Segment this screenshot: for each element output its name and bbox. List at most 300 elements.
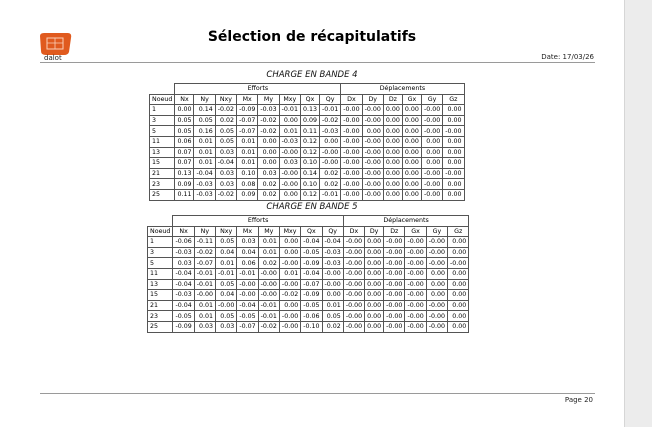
table-cell: -0.09 <box>173 321 194 332</box>
table-cell: 11 <box>148 268 173 279</box>
table-cell: -0.00 <box>343 268 364 279</box>
table-cell: 0.16 <box>194 126 215 137</box>
table-cell: -0.04 <box>215 158 236 169</box>
table-cell: 0.03 <box>215 168 236 179</box>
table-cell: 0.12 <box>300 147 319 158</box>
table-cell: -0.00 <box>405 321 426 332</box>
table-cell: 0.00 <box>279 300 300 311</box>
table-cell: 0.03 <box>237 237 258 248</box>
table-cell: 0.00 <box>365 268 384 279</box>
table-cell: -0.05 <box>301 247 322 258</box>
table-cell: -0.01 <box>279 105 300 116</box>
table-cell: 0.00 <box>279 237 300 248</box>
table-cell: -0.01 <box>237 268 258 279</box>
table-cell: -0.00 <box>279 168 300 179</box>
table-cell: -0.00 <box>258 268 279 279</box>
report-date: Date: 17/03/26 <box>541 53 594 61</box>
table-row <box>148 300 469 311</box>
column-header-my: My <box>258 226 279 237</box>
table-cell: -0.04 <box>194 168 215 179</box>
group-header-blank <box>148 216 173 227</box>
table-cell: 0.00 <box>383 147 402 158</box>
table-cell: 0.00 <box>421 136 442 147</box>
table-cell: 0.00 <box>448 247 469 258</box>
table-cell: 0.02 <box>258 179 279 190</box>
table-cell: 21 <box>150 168 175 179</box>
table-cell: -0.00 <box>405 290 426 301</box>
table-cell: -0.00 <box>362 115 383 126</box>
table-cell: 0.03 <box>216 321 237 332</box>
results-table-bande-5 <box>147 215 469 333</box>
table-cell: 0.03 <box>258 168 279 179</box>
column-header-gy: Gy <box>421 94 442 105</box>
table-cell: -0.04 <box>173 279 194 290</box>
table-cell: 23 <box>150 179 175 190</box>
table-cell: -0.03 <box>279 136 300 147</box>
table-cell: -0.00 <box>443 168 464 179</box>
table-cell: 0.04 <box>216 290 237 301</box>
table-cell: -0.00 <box>322 268 343 279</box>
table-row <box>148 321 469 332</box>
group-header-blank <box>150 84 175 95</box>
table-cell: -0.04 <box>173 300 194 311</box>
table-cell: -0.01 <box>194 279 215 290</box>
table-row <box>148 290 469 301</box>
table-cell: 3 <box>150 115 175 126</box>
table-cell: -0.00 <box>343 247 364 258</box>
table-cell: 0.00 <box>383 189 402 200</box>
table-cell: 0.00 <box>426 279 447 290</box>
table-cell: 0.02 <box>319 168 340 179</box>
table-cell: -0.07 <box>237 115 258 126</box>
table-cell: 0.05 <box>216 237 237 248</box>
table-cell: -0.00 <box>384 258 405 269</box>
table-cell: 0.00 <box>402 126 421 137</box>
table-cell: -0.00 <box>405 311 426 322</box>
table-cell: 0.01 <box>216 258 237 269</box>
table-cell: 3 <box>148 247 173 258</box>
table-cell: 0.00 <box>443 136 464 147</box>
table-cell: 0.00 <box>365 311 384 322</box>
table-cell: -0.00 <box>322 279 343 290</box>
table-cell: 0.00 <box>319 136 340 147</box>
table-cell: 0.14 <box>194 105 215 116</box>
table-cell: 21 <box>148 300 173 311</box>
table-cell: -0.00 <box>405 279 426 290</box>
table-row <box>148 311 469 322</box>
table-cell: 0.10 <box>300 179 319 190</box>
table-cell: 0.01 <box>237 158 258 169</box>
table-cell: -0.03 <box>258 105 279 116</box>
table-cell: 0.00 <box>258 158 279 169</box>
table-row <box>148 268 469 279</box>
table-cell: -0.00 <box>405 300 426 311</box>
table-cell: -0.02 <box>258 321 279 332</box>
table-cell: -0.00 <box>319 147 340 158</box>
table-row <box>150 189 465 200</box>
table-row <box>150 179 465 190</box>
group-header-row <box>150 84 465 95</box>
table-cell: -0.00 <box>384 311 405 322</box>
table-cell: 0.01 <box>279 268 300 279</box>
table-cell: 0.00 <box>443 158 464 169</box>
table-cell: -0.00 <box>405 258 426 269</box>
table-cell: 0.00 <box>448 321 469 332</box>
table-cell: -0.00 <box>426 237 447 248</box>
table-cell: 0.00 <box>279 247 300 258</box>
column-header-row <box>148 226 469 237</box>
table-cell: -0.03 <box>319 126 340 137</box>
table-cell: -0.00 <box>384 247 405 258</box>
table-cell: 0.02 <box>258 189 279 200</box>
table-cell: 0.05 <box>175 115 194 126</box>
table-cell: -0.00 <box>319 158 340 169</box>
table-cell: -0.01 <box>216 268 237 279</box>
table-cell: 0.00 <box>383 136 402 147</box>
table-cell: 0.03 <box>173 258 194 269</box>
table-cell: 0.00 <box>365 247 384 258</box>
column-header-qx: Qx <box>301 226 322 237</box>
table-cell: 1 <box>148 237 173 248</box>
table-cell: -0.00 <box>421 168 442 179</box>
table-row <box>148 247 469 258</box>
table-cell: -0.04 <box>237 300 258 311</box>
table-cell: 0.01 <box>194 311 215 322</box>
table-cell: -0.04 <box>301 237 322 248</box>
table-cell: -0.06 <box>173 237 194 248</box>
column-header-dy: Dy <box>365 226 384 237</box>
column-header-mx: Mx <box>237 226 258 237</box>
table-cell: -0.00 <box>279 321 300 332</box>
company-name: dalot <box>44 54 62 62</box>
table-cell: 13 <box>150 147 175 158</box>
table-cell: -0.05 <box>173 311 194 322</box>
results-table-bande-4 <box>149 83 465 201</box>
column-header-gx: Gx <box>402 94 421 105</box>
section-title-bande-5: CHARGE EN BANDE 5 <box>266 202 358 212</box>
table-cell: 0.01 <box>194 136 215 147</box>
table-cell: -0.00 <box>448 258 469 269</box>
table-cell: 0.12 <box>300 136 319 147</box>
table-cell: 0.00 <box>362 126 383 137</box>
table-cell: -0.03 <box>322 258 343 269</box>
table-cell: -0.00 <box>341 147 362 158</box>
table-cell: 0.00 <box>365 300 384 311</box>
table-cell: 0.02 <box>322 321 343 332</box>
table-cell: -0.00 <box>421 126 442 137</box>
table-cell: -0.00 <box>343 258 364 269</box>
table-cell: 0.00 <box>421 158 442 169</box>
table-cell: -0.04 <box>301 268 322 279</box>
table-row <box>150 136 465 147</box>
group-header-row <box>148 216 469 227</box>
table-cell: 0.08 <box>237 179 258 190</box>
table-cell: -0.00 <box>341 179 362 190</box>
table-row <box>150 105 465 116</box>
table-cell: -0.00 <box>443 126 464 137</box>
table-cell: -0.09 <box>301 290 322 301</box>
table-cell: 0.05 <box>215 136 236 147</box>
table-cell: 0.12 <box>300 189 319 200</box>
column-header-qy: Qy <box>322 226 343 237</box>
table-cell: 15 <box>148 290 173 301</box>
table-cell: -0.02 <box>279 290 300 301</box>
table-cell: -0.01 <box>319 189 340 200</box>
table-cell: -0.07 <box>301 279 322 290</box>
page-number: Page 20 <box>564 396 593 404</box>
table-cell: 0.00 <box>448 311 469 322</box>
table-cell: -0.00 <box>421 179 442 190</box>
column-header-dx: Dx <box>341 94 362 105</box>
table-cell: 0.04 <box>216 247 237 258</box>
table-cell: -0.09 <box>301 258 322 269</box>
table-cell: 0.01 <box>322 300 343 311</box>
table-cell: 0.02 <box>319 179 340 190</box>
group-header-efforts: Efforts <box>173 216 343 227</box>
table-cell: 0.00 <box>383 126 402 137</box>
column-header-nxy: Nxy <box>215 94 236 105</box>
table-row <box>150 147 465 158</box>
table-cell: 5 <box>150 126 175 137</box>
table-cell: -0.00 <box>362 105 383 116</box>
column-header-nxy: Nxy <box>216 226 237 237</box>
table-row <box>150 126 465 137</box>
table-cell: 0.09 <box>300 115 319 126</box>
table-cell: 0.05 <box>216 311 237 322</box>
table-cell: 0.10 <box>300 158 319 169</box>
table-cell: 0.06 <box>175 136 194 147</box>
viewer-scroll-area <box>624 0 652 427</box>
table-cell: -0.02 <box>215 189 236 200</box>
column-header-mx: Mx <box>237 94 258 105</box>
table-cell: 5 <box>148 258 173 269</box>
column-header-dz: Dz <box>384 226 405 237</box>
table-cell: 0.00 <box>426 268 447 279</box>
table-cell: 0.11 <box>300 126 319 137</box>
column-header-nx: Nx <box>173 226 194 237</box>
table-cell: 0.00 <box>258 147 279 158</box>
table-cell: 0.00 <box>365 279 384 290</box>
table-cell: 0.02 <box>215 115 236 126</box>
table-cell: 25 <box>148 321 173 332</box>
table-cell: -0.07 <box>194 258 215 269</box>
table-cell: -0.00 <box>343 290 364 301</box>
table-cell: 0.09 <box>237 189 258 200</box>
table-cell: -0.00 <box>279 311 300 322</box>
table-cell: -0.00 <box>384 237 405 248</box>
table-cell: 0.02 <box>258 258 279 269</box>
table-cell: -0.02 <box>258 115 279 126</box>
table-cell: 0.00 <box>402 189 421 200</box>
table-cell: 0.00 <box>383 105 402 116</box>
table-cell: 0.00 <box>383 115 402 126</box>
table-cell: 0.05 <box>175 126 194 137</box>
table-cell: -0.00 <box>362 179 383 190</box>
table-cell: -0.05 <box>237 311 258 322</box>
table-cell: -0.11 <box>194 237 215 248</box>
table-cell: -0.00 <box>426 321 447 332</box>
group-header-efforts: Efforts <box>175 84 341 95</box>
table-cell: 0.00 <box>322 290 343 301</box>
column-header-noeud: Noeud <box>148 226 173 237</box>
table-cell: 13 <box>148 279 173 290</box>
table-cell: 25 <box>150 189 175 200</box>
table-cell: 0.00 <box>365 258 384 269</box>
table-cell: 0.01 <box>194 147 215 158</box>
table-cell: -0.00 <box>362 168 383 179</box>
column-header-mxy: Mxy <box>279 94 300 105</box>
column-header-gy: Gy <box>426 226 447 237</box>
table-cell: -0.03 <box>322 247 343 258</box>
table-row <box>150 158 465 169</box>
column-header-qx: Qx <box>300 94 319 105</box>
table-cell: -0.00 <box>341 105 362 116</box>
table-cell: -0.00 <box>426 300 447 311</box>
table-cell: -0.10 <box>301 321 322 332</box>
table-cell: -0.01 <box>319 105 340 116</box>
column-header-ny: Ny <box>194 94 215 105</box>
table-cell: 0.00 <box>426 290 447 301</box>
table-cell: 0.07 <box>175 158 194 169</box>
table-cell: -0.00 <box>384 268 405 279</box>
table-cell: -0.00 <box>405 268 426 279</box>
table-cell: 0.00 <box>448 268 469 279</box>
table-cell: -0.00 <box>341 115 362 126</box>
table-cell: -0.00 <box>343 300 364 311</box>
table-cell: 0.00 <box>443 105 464 116</box>
table-cell: -0.00 <box>362 189 383 200</box>
table-cell: -0.00 <box>384 290 405 301</box>
column-header-gx: Gx <box>405 226 426 237</box>
table-cell: 0.00 <box>448 279 469 290</box>
table-cell: 0.00 <box>365 237 384 248</box>
table-cell: -0.00 <box>405 237 426 248</box>
table-cell: -0.00 <box>426 311 447 322</box>
table-cell: -0.00 <box>362 147 383 158</box>
table-cell: 0.00 <box>279 115 300 126</box>
table-cell: -0.03 <box>173 290 194 301</box>
table-cell: -0.00 <box>341 136 362 147</box>
table-cell: 0.03 <box>215 147 236 158</box>
table-cell: 0.13 <box>175 168 194 179</box>
table-cell: -0.03 <box>194 189 215 200</box>
table-cell: 0.04 <box>237 247 258 258</box>
column-header-dy: Dy <box>362 94 383 105</box>
table-cell: 0.09 <box>175 179 194 190</box>
table-cell: -0.04 <box>322 237 343 248</box>
table-cell: 0.00 <box>383 179 402 190</box>
table-cell: -0.00 <box>421 115 442 126</box>
table-cell: -0.00 <box>341 168 362 179</box>
column-header-qy: Qy <box>319 94 340 105</box>
table-cell: 0.00 <box>443 179 464 190</box>
table-cell: 0.05 <box>216 279 237 290</box>
table-cell: -0.00 <box>384 321 405 332</box>
table-cell: -0.00 <box>279 147 300 158</box>
table-cell: 0.00 <box>402 147 421 158</box>
table-cell: -0.03 <box>194 179 215 190</box>
table-cell: 0.00 <box>402 115 421 126</box>
table-cell: 0.01 <box>194 300 215 311</box>
table-cell: -0.02 <box>258 126 279 137</box>
table-cell: -0.02 <box>215 105 236 116</box>
table-cell: 0.00 <box>443 189 464 200</box>
table-cell: -0.07 <box>237 321 258 332</box>
table-row <box>148 237 469 248</box>
table-cell: -0.09 <box>237 105 258 116</box>
column-header-noeud: Noeud <box>150 94 175 105</box>
table-cell: -0.00 <box>341 158 362 169</box>
section-title-bande-4: CHARGE EN BANDE 4 <box>266 70 358 80</box>
table-cell: -0.00 <box>279 179 300 190</box>
table-cell: 0.00 <box>448 237 469 248</box>
table-cell: 0.13 <box>300 105 319 116</box>
header-divider <box>40 62 595 63</box>
table-cell: -0.00 <box>237 279 258 290</box>
table-row <box>148 258 469 269</box>
table-row <box>148 279 469 290</box>
table-cell: 0.01 <box>194 158 215 169</box>
table-cell: 0.00 <box>383 168 402 179</box>
table-cell: 0.00 <box>175 105 194 116</box>
table-cell: 0.00 <box>365 290 384 301</box>
table-cell: -0.00 <box>341 189 362 200</box>
footer-divider <box>40 393 595 394</box>
table-cell: -0.02 <box>319 115 340 126</box>
table-cell: 0.03 <box>279 158 300 169</box>
group-header-deplacements: Déplacements <box>341 84 464 95</box>
table-cell: -0.00 <box>279 279 300 290</box>
table-cell: -0.00 <box>426 258 447 269</box>
table-cell: 0.03 <box>215 179 236 190</box>
table-cell: 0.00 <box>402 168 421 179</box>
table-cell: -0.00 <box>426 247 447 258</box>
table-cell: -0.01 <box>194 268 215 279</box>
table-cell: -0.00 <box>279 258 300 269</box>
table-cell: 0.01 <box>237 147 258 158</box>
table-cell: 0.00 <box>365 321 384 332</box>
column-header-row <box>150 94 465 105</box>
table-cell: -0.00 <box>343 237 364 248</box>
table-cell: 0.00 <box>421 147 442 158</box>
table-cell: -0.00 <box>237 290 258 301</box>
table-cell: 15 <box>150 158 175 169</box>
table-cell: -0.07 <box>237 126 258 137</box>
table-cell: 0.00 <box>258 136 279 147</box>
table-cell: 0.00 <box>448 290 469 301</box>
table-cell: 0.07 <box>175 147 194 158</box>
table-cell: -0.05 <box>301 300 322 311</box>
column-header-mxy: Mxy <box>279 226 300 237</box>
column-header-dx: Dx <box>343 226 364 237</box>
table-cell: -0.00 <box>343 279 364 290</box>
table-cell: 0.00 <box>279 189 300 200</box>
column-header-my: My <box>258 94 279 105</box>
table-cell: -0.00 <box>405 247 426 258</box>
table-cell: 0.00 <box>443 115 464 126</box>
table-cell: 0.06 <box>237 258 258 269</box>
table-cell: -0.00 <box>362 158 383 169</box>
table-cell: 1 <box>150 105 175 116</box>
table-cell: 0.00 <box>402 105 421 116</box>
column-header-dz: Dz <box>383 94 402 105</box>
table-cell: 0.00 <box>402 179 421 190</box>
table-cell: 0.01 <box>237 136 258 147</box>
column-header-gz: Gz <box>448 226 469 237</box>
group-header-deplacements: Déplacements <box>343 216 469 227</box>
table-cell: -0.01 <box>258 311 279 322</box>
table-cell: -0.00 <box>216 300 237 311</box>
